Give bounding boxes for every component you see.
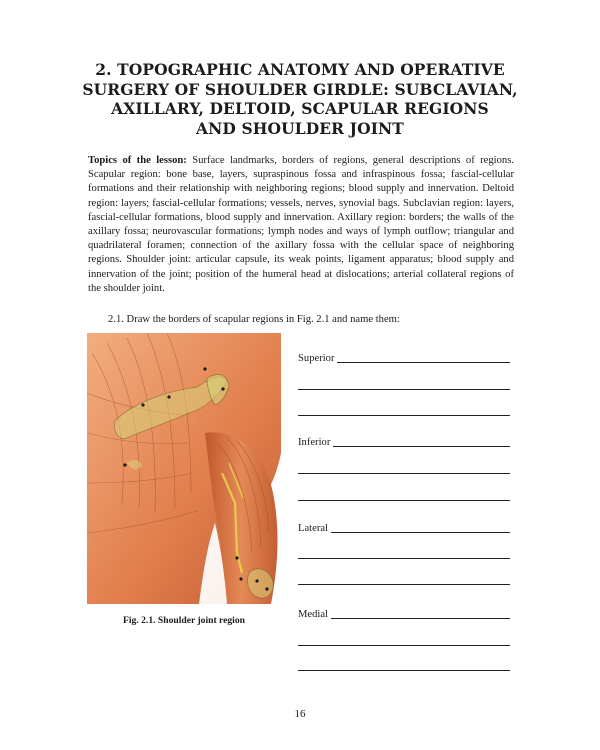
title-line-4: AND SHOULDER JOINT [196,118,404,138]
answer-medial[interactable] [298,606,510,620]
page-number: 16 [294,708,306,720]
answer-line[interactable] [298,473,510,474]
answer-line[interactable] [298,415,510,416]
answer-label-lateral: Lateral [298,523,331,534]
answer-line[interactable] [298,584,510,585]
answer-line[interactable] [298,558,510,559]
lesson-topics-paragraph [88,154,514,296]
answer-label-inferior: Inferior [298,437,333,448]
answer-blank-line[interactable] [298,377,510,391]
answer-line[interactable] [298,645,510,646]
answer-blank-line[interactable] [298,572,510,586]
answer-label-medial: Medial [298,609,331,620]
title-line-3: AXILLARY, DELTOID, SCAPULAR REGIONS [111,99,489,118]
answer-line[interactable] [298,389,510,390]
chapter-title [60,60,540,138]
lesson-topics-label: Topics of the lesson: [88,155,187,166]
shoulder-illustration [87,333,281,604]
answer-label-superior: Superior [298,353,337,364]
answer-inferior[interactable] [298,434,510,448]
answer-blank-line[interactable] [298,633,510,647]
figure-caption: Fig. 2.1. Shoulder joint region [123,615,245,626]
answer-line[interactable] [298,500,510,501]
title-line-1: 2. TOPOGRAPHIC ANATOMY AND OPERATIVE [95,60,505,79]
answer-line[interactable] [298,670,510,671]
answer-blank-line[interactable] [298,546,510,560]
answer-superior[interactable] [298,350,510,364]
answer-lateral[interactable] [298,520,510,534]
answer-blank-line[interactable] [298,403,510,417]
answer-blank-line[interactable] [298,461,510,475]
task-instruction: 2.1. Draw the borders of scapular regions in Fig. 2.1 and name them: [108,314,400,325]
answer-blank-line[interactable] [298,658,510,672]
answer-blank-line[interactable] [298,488,510,502]
shoulder-figure [87,333,281,604]
title-line-2: SURGERY OF SHOULDER GIRDLE: SUBCLAVIAN, [82,79,518,99]
lesson-topics-text: Surface landmarks, borders of regions, general descriptions of regions. Scapular region: bone base, layers, supraspinous fossa and infraspinous fossa; fascial-cellular formations and their relationship with neighboring regions; blood supply and innervation. Deltoid region: layers; fascial-cellular formations; vessels, nerves, synovial bags. Subclavian region: layers, fascial-cellular formations, blood supply and innervation. Axillary region: borders; the walls of the axillary fossa; neurovascular formations; lymph nodes and ways of lymph outflow; triangular and quadrilateral foramen; connection of the axillary fossa with the cellular space of neighboring regions. Shoulder joint: articular capsule, its weak points, ligament apparatus; blood supply and innervation of the joint; position of the humeral head at dislocations; arterial collateral regions of the shoulder joint. [88,155,514,294]
